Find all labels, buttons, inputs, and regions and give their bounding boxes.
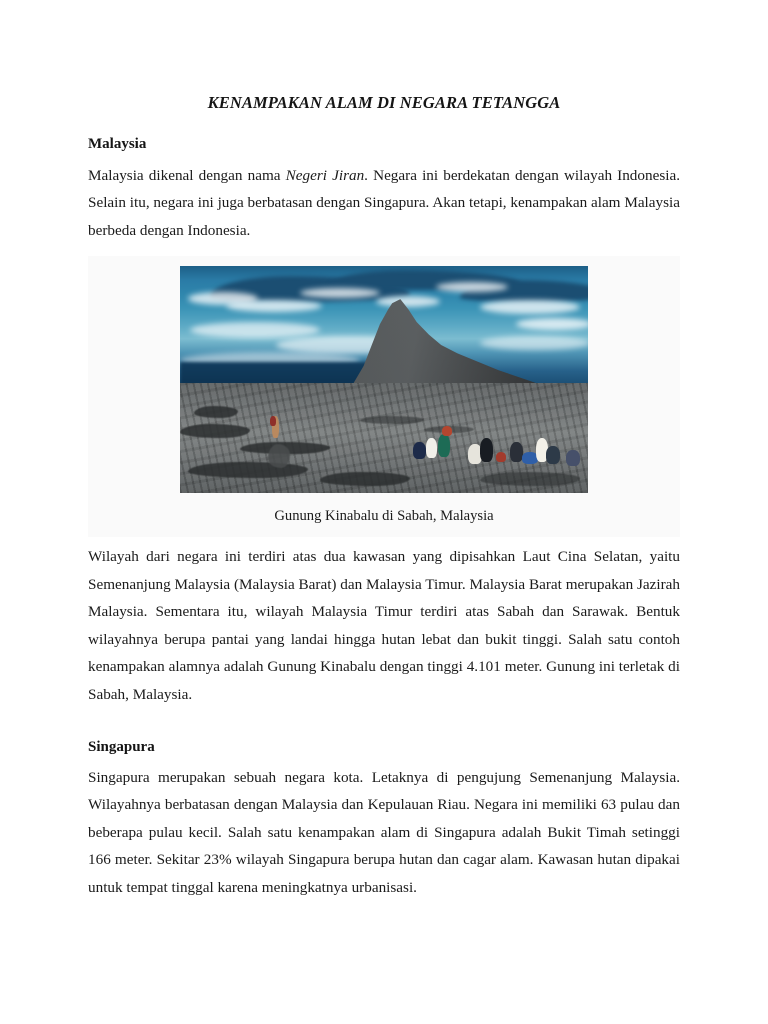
photo-climber-group-2 <box>426 438 437 458</box>
photo-canvas <box>180 266 588 493</box>
figure-caption: Gunung Kinabalu di Sabah, Malaysia <box>274 508 494 525</box>
photo-climber-group-4 <box>442 426 452 436</box>
photo-standing-boulder <box>268 444 290 468</box>
page-title: KENAMPAKAN ALAM DI NEGARA TETANGGA <box>207 93 561 112</box>
photo-climber-group-3 <box>438 434 450 457</box>
photo-climber-standing-pack <box>270 416 276 426</box>
paragraph-malaysia-intro <box>88 162 680 245</box>
section-heading-singapura: Singapura <box>88 739 155 756</box>
paragraph-malaysia-detail: Wilayah dari negara ini terdiri atas dua kawasan yang dipisahkan Laut Cina Selatan, yaitu Semenanjung Malaysia (Malaysia Barat) dan Malaysia Timur. Malaysia Barat merupakan Jazirah Malaysia. Sementara itu, wilayah Malaysia Timur terdiri atas Sabah dan Sarawak. Bentuk wilayahnya berupa pantai yang landai hingga hutan lebat dan bukit tinggi. Salah satu contoh kenampakan alamnya adalah Gunung Kinabalu dengan tinggi 4.101 meter. Gunung ini terletak di Sabah, Malaysia. <box>88 548 680 703</box>
figure-mount-kinabalu <box>88 256 680 537</box>
photo-climber-group-6 <box>480 438 493 462</box>
photo-climber-group-10 <box>546 446 560 464</box>
paragraph-singapura-body: Singapura merupakan sebuah negara kota. Letaknya di pengujung Semenanjung Malaysia. Wilayahnya berbatasan dengan Malaysia dan Kepulauan Riau. Negara ini memiliki 63 pulau dan beberapa pulau kecil. Salah satu kenampakan alam di Singapura adalah Bukit Timah setinggi 166 meter. Sekitar 23% wilayah Singapura berupa hutan dan cagar alam. Kawasan hutan dipakai untuk tempat tinggal karena meningkatnya urbanisasi. <box>88 768 680 896</box>
paragraph-text-part-2: . Negara ini berdekatan dengan wilayah Indonesia. Selain itu, negara ini juga berbatasan dengan Singapura. Akan tetapi, kenampakan alam Malaysia berbeda dengan Indonesia. <box>88 166 681 239</box>
emphasis-negeri-jiran: Negeri Jiran <box>285 166 365 184</box>
paragraph-text-part-1: Malaysia dikenal dengan nama <box>88 166 286 184</box>
photo-climber-group-11 <box>566 450 580 466</box>
mount-kinabalu-photo <box>180 266 588 493</box>
section-heading-malaysia: Malaysia <box>88 136 147 153</box>
photo-climber-group-1 <box>413 442 426 459</box>
photo-climber-backpack-red <box>496 452 506 462</box>
document-content <box>88 0 680 901</box>
